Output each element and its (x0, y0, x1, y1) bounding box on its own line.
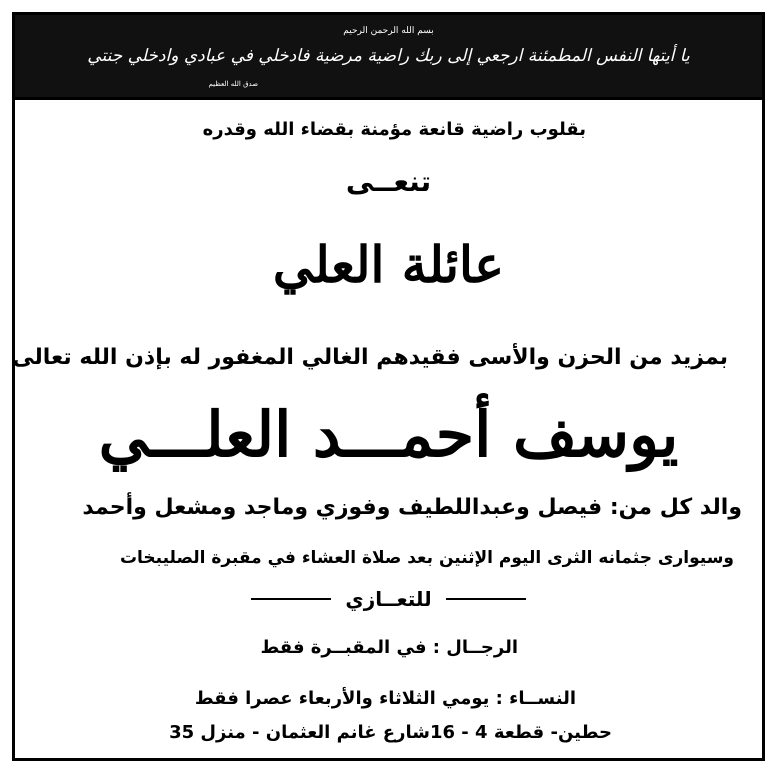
obituary-notice (12, 12, 765, 761)
condolences-label: للتعــازي (345, 587, 432, 611)
announce-heading: تنعــى (345, 165, 432, 198)
divider-dash-right (446, 598, 526, 600)
verse-reference: صدق الله العظيم (208, 80, 259, 88)
grief-line: بمزيد من الحزن والأسى فقيدهم الغالي المغفور له بإذن الله تعالى (12, 345, 728, 370)
women-condolences: النســاء : يومي الثلاثاء والأربعاء عصرا فقط (194, 688, 576, 709)
calligraphy-banner (15, 15, 762, 97)
calligraphy-block (87, 24, 690, 88)
deceased-name: يوسف أحمـــد العلـــي (98, 398, 679, 471)
basmala: بسم الله الرحمن الرحيم (343, 26, 434, 36)
address-line: حطين- قطعة 4 - 16شارع غانم العثمان - منزل 35 (169, 722, 612, 743)
condolences-heading (15, 587, 762, 611)
quran-verse: يا أيتها النفس المطمئنة ارجعي إلى ربك راضية مرضية فادخلي في عبادي وادخلي جنتي (87, 46, 690, 66)
intro-line: بقلوب راضية قانعة مؤمنة بقضاء الله وقدره (202, 119, 586, 140)
men-condolences: الرجــال : في المقبــرة فقط (260, 637, 518, 658)
family-name: عائلة العلي (272, 235, 505, 294)
sons-line: والد كل من: فيصل وعبداللطيف وفوزي وماجد ومشعل وأحمد (82, 495, 742, 520)
divider-dash-left (251, 598, 331, 600)
banner-divider (15, 97, 762, 100)
burial-line: وسيوارى جثمانه الثرى اليوم الإثنين بعد صلاة العشاء في مقبرة الصليبخات (119, 548, 734, 568)
